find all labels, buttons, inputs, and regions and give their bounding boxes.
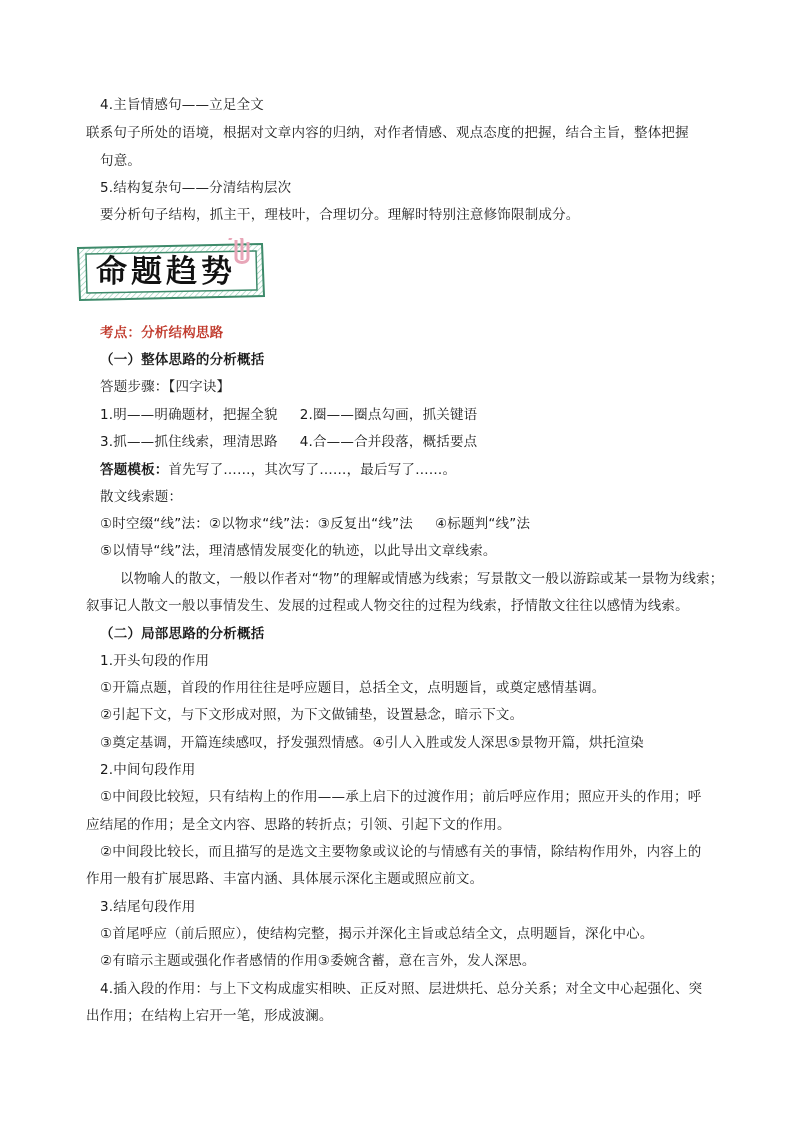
method-4: ④标题判“线”法 (434, 516, 531, 532)
step-3: 3.抓——抓住线索，理清思路 (100, 434, 278, 450)
steps-row-2 (100, 433, 477, 451)
heading-4: 4.主旨情感句——立足全文 (100, 97, 264, 113)
steps-row-1 (100, 406, 477, 424)
kind-2-b1: ②中间段比较长，而且描写的是选文主要物象或议论的与情感有关的事情，除结构作用外，内容上的 (100, 844, 702, 860)
step-4: 4.合——合并段落，概括要点 (299, 434, 478, 450)
methods-row (100, 515, 530, 533)
kaodian-label: 考点：分析结构思路 (100, 325, 224, 341)
sanwen-label: 散文线索题： (100, 489, 183, 505)
paragraph-clue-b: 叙事记人散文一般以事情发生、发展的过程或人物交往的过程为线索，抒情散文往往以感情为线索。 (86, 598, 689, 614)
template-line (100, 461, 456, 479)
section-1-title: （一）整体思路的分析概括 (100, 352, 265, 368)
heading-5: 5.结构复杂句——分清结构层次 (100, 180, 292, 196)
paragraph-4a: 联系句子所处的语境，根据对文章内容的归纳，对作者情感、观点态度的把握，结合主旨，整体把握 (86, 125, 689, 141)
kind-3-title: 3.结尾句段作用 (100, 899, 196, 915)
step-1: 1.明——明确题材，把握全貌 (100, 407, 278, 423)
banner-title: 命题趋势 (96, 254, 236, 290)
kind-1-a: ①开篇点题，首段的作用往往是呼应题目，总括全文，点明题旨，或奠定感情基调。 (100, 680, 606, 696)
kind-4-a: 4.插入段的作用：与上下文构成虚实相映、正反对照、层进烘托、总分关系；对全文中心起强化、突 (100, 981, 703, 997)
kind-2-b2: 作用一般有扩展思路、丰富内涵、具体展示深化主题或照应前文。 (86, 871, 484, 887)
methods-1-3: ①时空缀“线”法：②以物求“线”法：③反复出“线”法 (100, 516, 413, 532)
kind-1-b: ②引起下文，与下文形成对照，为下文做铺垫，设置悬念，暗示下文。 (100, 707, 524, 723)
template-text: 首先写了……，其次写了……，最后写了……。 (168, 462, 457, 478)
method-5: ⑤以情导“线”法，理清感情发展变化的轨迹，以此导出文章线索。 (100, 543, 497, 559)
paragraph-clue-a: 以物喻人的散文，一般以作者对“物”的理解或情感为线索；写景散文一般以游踪或某一景物为线索； (120, 571, 724, 587)
steps-label: 答题步骤：【四字诀】 (100, 379, 231, 395)
kind-1-title: 1.开头句段的作用 (100, 653, 210, 669)
template-label: 答题模板： (100, 462, 169, 478)
section-banner (72, 238, 268, 304)
kind-1-c: ③奠定基调，开篇连续感叹，抒发强烈情感。④引人入胜或发人深思⑤景物开篇，烘托渲染 (100, 735, 644, 751)
paragraph-5: 要分析句子结构，抓主干，理枝叶，合理切分。理解时特别注意修饰限制成分。 (100, 207, 580, 223)
kind-2-a1: ①中间段比较短，只有结构上的作用——承上启下的过渡作用；前后呼应作用；照应开头的作用；呼 (100, 789, 702, 805)
kind-4-b: 出作用；在结构上宕开一笔，形成波澜。 (86, 1008, 333, 1024)
step-2: 2.圈——圈点勾画，抓关键语 (299, 407, 478, 423)
paragraph-4b: 句意。 (100, 153, 142, 169)
kind-3-a: ①首尾呼应（前后照应），使结构完整，揭示并深化主旨或总结全文，点明题旨，深化中心。 (100, 926, 654, 942)
kind-2-title: 2.中间句段作用 (100, 762, 196, 778)
kind-2-a2: 应结尾的作用；是全文内容、思路的转折点；引领、引起下文的作用。 (86, 817, 511, 833)
section-2-title: （二）局部思路的分析概括 (100, 626, 265, 642)
kind-3-b: ②有暗示主题或强化作者感情的作用③委婉含蓄，意在言外，发人深思。 (100, 953, 536, 969)
